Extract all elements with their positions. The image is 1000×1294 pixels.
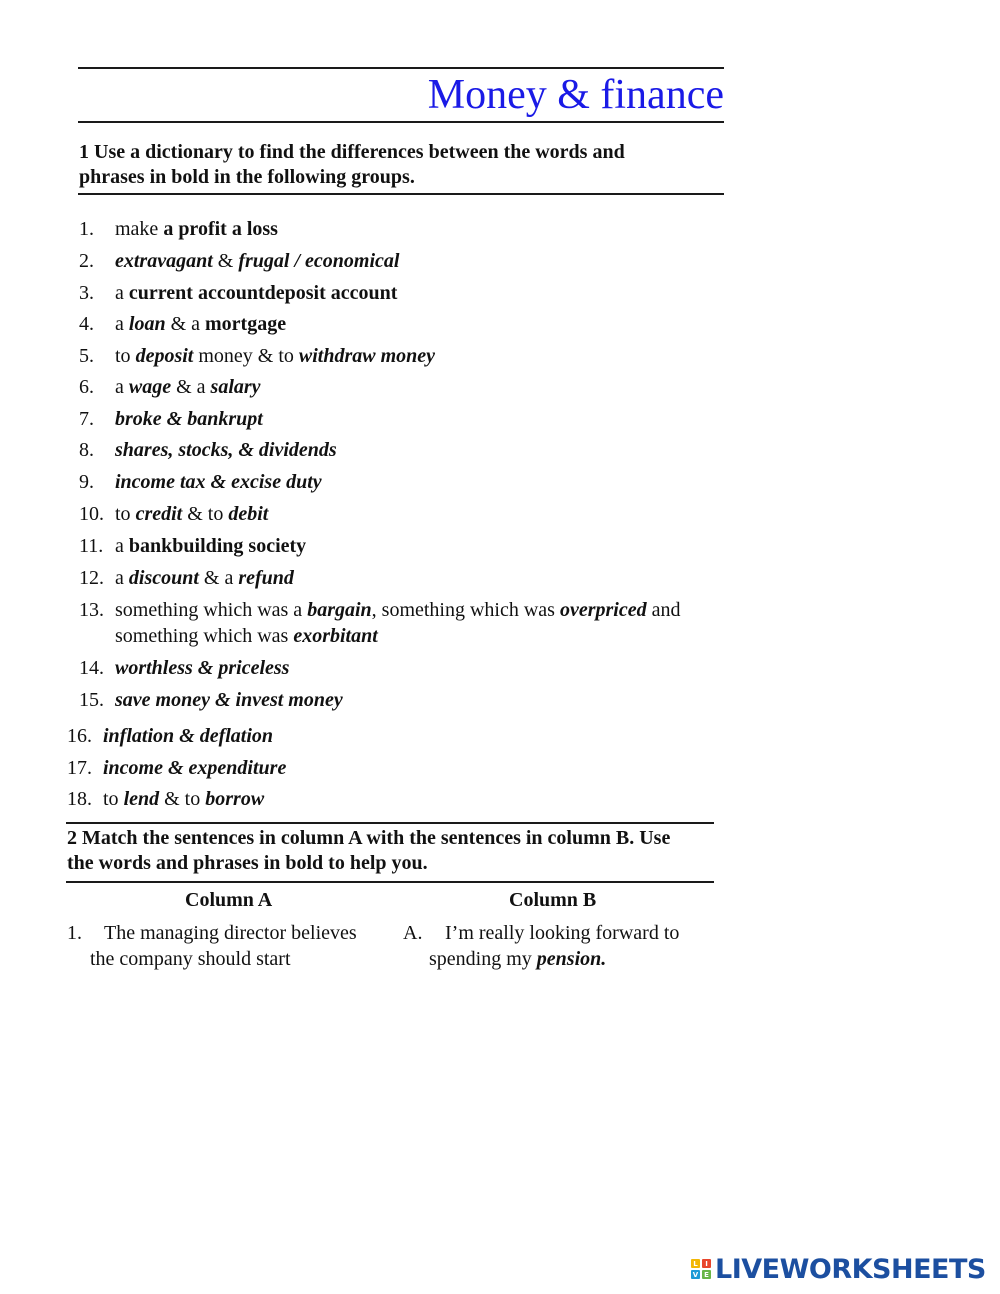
list-item-number: 2. [79, 250, 94, 272]
list-item-number: 12. [79, 567, 104, 589]
list-item-text-part: exorbitant [293, 625, 378, 647]
list-item-text-part: extravagant [115, 250, 213, 272]
list-item-text-part: overpriced [559, 599, 647, 621]
list-item [79, 687, 343, 713]
list-item-text-part: & a [198, 567, 239, 589]
logo-mark-letter: L [691, 1259, 700, 1268]
list-item-text-part: debit [228, 503, 269, 525]
list-item-text-part: lend [123, 788, 160, 810]
list-item-text-part: a [115, 313, 129, 335]
list-item [79, 597, 681, 647]
list-item [79, 280, 398, 306]
exercise2-instruction-line2: the words and phrases in bold to help you. [67, 852, 428, 874]
column-a-header: Column A [185, 889, 273, 911]
list-item-text [103, 755, 286, 781]
list-item-text [115, 280, 397, 306]
list-item [79, 533, 307, 559]
list-item-number: 18. [67, 788, 92, 810]
list-item-text-part: a [115, 376, 129, 398]
column-b-item-pension-term: pension. [536, 948, 607, 970]
column-b-item-letter: A. [403, 922, 423, 944]
list-item-text-part: & [212, 250, 239, 272]
list-item-text-part: & to [182, 503, 229, 525]
list-item-text-part: frugal / economical [238, 250, 400, 272]
list-item [79, 216, 278, 242]
list-item-text-part: a [115, 535, 129, 557]
list-item-text-part: mortgage [205, 313, 287, 335]
list-item-text [103, 786, 264, 812]
list-item-number: 7. [79, 408, 94, 430]
list-item-text-part: borrow [205, 788, 265, 810]
list-item-text-part: a [115, 567, 129, 589]
exercise2-top-rule [66, 822, 714, 824]
list-item-text [115, 565, 294, 591]
list-item-number: 5. [79, 345, 94, 367]
column-a-item-line2: the company should start [90, 948, 291, 970]
list-item-text-part: inflation & deflation [103, 725, 274, 747]
list-item-text-part: to [115, 503, 136, 525]
list-item-text-part: credit [135, 503, 183, 525]
list-item-text [115, 216, 278, 242]
list-item-number: 11. [79, 535, 104, 557]
list-item-text [115, 687, 343, 713]
list-item-text [115, 597, 681, 649]
list-item-text-part: & a [171, 376, 211, 398]
exercise1-instruction-line2: phrases in bold in the following groups. [79, 166, 415, 188]
list-item-text-part: to [115, 345, 136, 367]
list-item-number: 6. [79, 376, 94, 398]
list-item-text-part: and [646, 599, 681, 621]
list-item-text [115, 343, 435, 369]
list-item-text-part: bargain [307, 599, 372, 621]
list-item-text-part: money & to [193, 345, 299, 367]
logo-mark-icon [691, 1259, 711, 1279]
column-a-item-line1: The managing director believes [104, 922, 357, 944]
list-item-text-part: shares, stocks, & dividends [115, 439, 337, 461]
column-b-item-line2 [429, 946, 606, 972]
list-item-text [115, 469, 322, 495]
list-item-text-part: worthless & priceless [115, 657, 290, 679]
list-item-text [115, 655, 289, 681]
list-item-text [115, 374, 261, 400]
list-item-number: 3. [79, 282, 94, 304]
list-item-number: 9. [79, 471, 94, 493]
list-item-text-part: make [115, 218, 164, 240]
list-item-text-part: a [115, 282, 129, 304]
list-item-text [115, 406, 263, 432]
list-item [79, 343, 436, 369]
list-item-text-part: income & expenditure [103, 757, 287, 779]
list-item-text [115, 248, 399, 274]
list-item [79, 374, 261, 400]
exercise2-instruction [67, 826, 727, 876]
list-item-text-part: discount [128, 567, 199, 589]
list-item [79, 655, 290, 681]
list-item-text-part: broke & bankrupt [115, 408, 263, 430]
list-item [67, 755, 287, 781]
list-item [79, 565, 294, 591]
list-item-text [115, 533, 306, 559]
list-item-text-part: withdraw money [298, 345, 436, 367]
list-item-text-part: & to [159, 788, 206, 810]
list-item-text-part: bankbuilding society [128, 535, 307, 557]
list-item-text-part: income tax & excise duty [115, 471, 322, 493]
list-item-text-part: something which was a [115, 599, 308, 621]
liveworksheets-logo[interactable] [691, 1253, 986, 1285]
logo-mark-letter: E [702, 1270, 711, 1279]
column-b-item [403, 920, 680, 970]
list-item-number: 10. [79, 503, 104, 525]
page-title: Money & finance [427, 72, 724, 118]
list-item [67, 723, 274, 749]
list-item-text-part: , something which was [371, 599, 560, 621]
list-item-text-part: deposit [135, 345, 194, 367]
exercise2-rule [66, 881, 714, 883]
exercise2-instruction-line1: 2 Match the sentences in column A with the sentences in column B. Use [67, 827, 671, 849]
list-item [79, 501, 269, 527]
list-item-text-part: save money & invest money [115, 689, 343, 711]
column-b-item-line1: I’m really looking forward to [445, 922, 680, 944]
list-item-number: 14. [79, 657, 104, 679]
list-item-text-part: & a [165, 313, 206, 335]
list-item-text-part: something which was [115, 625, 294, 647]
list-item-text [103, 723, 273, 749]
list-item-number: 1. [79, 218, 94, 240]
list-item-number: 8. [79, 439, 94, 461]
list-item [79, 248, 400, 274]
list-item-text-part: loan [128, 313, 166, 335]
logo-mark-letter: V [692, 1270, 699, 1279]
list-item-number: 15. [79, 689, 104, 711]
list-item [79, 406, 263, 432]
list-item [67, 786, 265, 812]
logo-wordmark: LIVEWORKSHEETS [715, 1253, 986, 1285]
logo-mark-letter: I [702, 1259, 711, 1268]
list-item [79, 311, 287, 337]
list-item-number: 4. [79, 313, 94, 335]
exercise1-rule [78, 193, 724, 195]
list-item-number: 13. [79, 599, 104, 621]
column-a-item [67, 920, 357, 970]
list-item [79, 469, 322, 495]
list-item-text-part: to [103, 788, 124, 810]
list-item [79, 437, 337, 463]
list-item-number: 17. [67, 757, 92, 779]
exercise1-instruction-line1: 1 Use a dictionary to find the differences between the words and [79, 141, 625, 163]
list-item-text [115, 437, 337, 463]
column-b-header: Column B [509, 889, 597, 911]
column-b-item-line2-prefix: spending my [429, 948, 537, 970]
list-item-text-part: refund [238, 567, 294, 589]
list-item-text [115, 311, 286, 337]
column-a-item-number: 1. [67, 922, 82, 944]
exercise1-instruction [79, 140, 729, 190]
list-item-text [115, 501, 268, 527]
list-item-text-part: current accountdeposit account [128, 282, 398, 304]
list-item-text-part: salary [210, 376, 261, 398]
title-rule [78, 121, 724, 123]
list-item-text-part: a profit a loss [163, 218, 278, 240]
list-item-text-part: wage [128, 376, 172, 398]
list-item-number: 16. [67, 725, 92, 747]
